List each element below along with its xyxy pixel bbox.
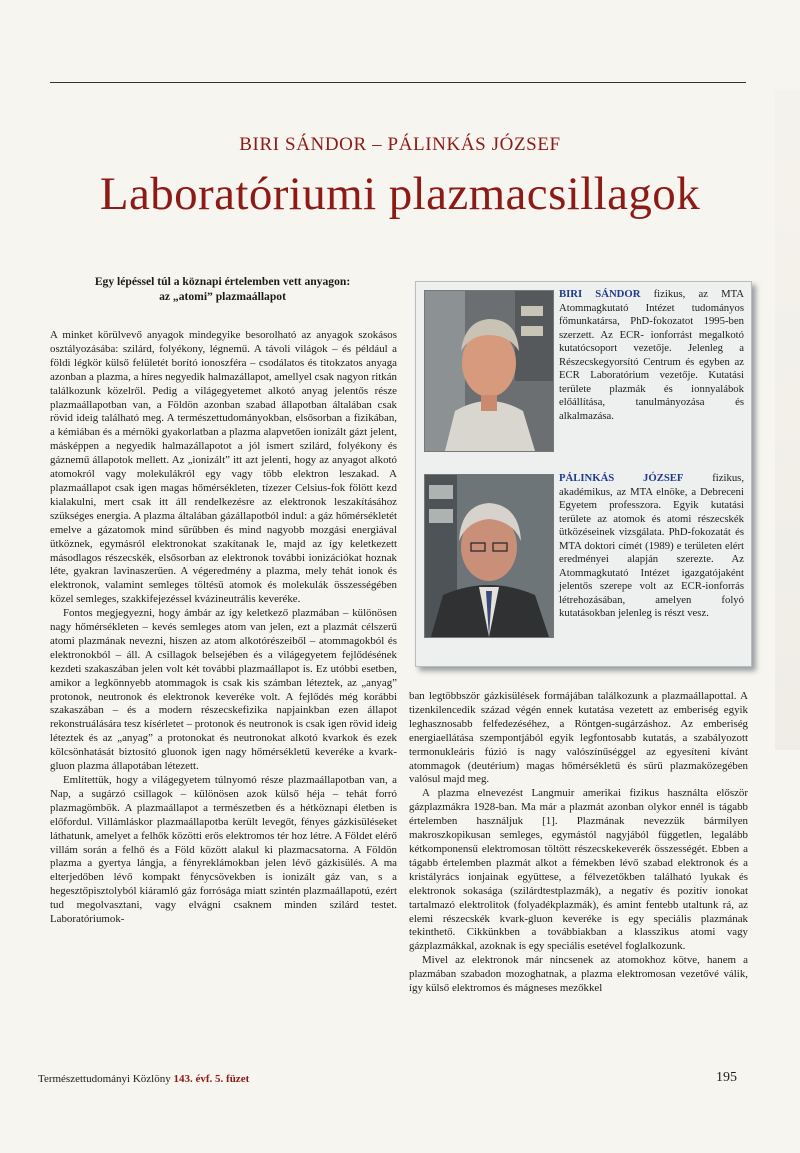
- paragraph: Említettük, hogy a világegyetem túlnyomó része plazmaállapotban van, a Nap, a sugárzó csillagok – különösen azok külső héja – tehát forró plazmagömbök. A plazmaállapot a természetben és a hétköznapi életben is előfordul. Villámláskor plazmaállapotba került levegőt, fényes gázkisüléseket láthatunk, amelyet a felhők közötti erős elektromos tér hoz létre. A Földet elérő villám során a felhő és a Föld között alakul ki plazmacsatorna. A Földön plazma a gyertya lángja, a fényreklámokban jelen lévő gázkisülés. A ma elterjedőben lévő kompakt fénycsövekben is ionizált gáz van, s a hegesztőpisztolyból kiáramló gáz forrósága miatt szintén plazmaállapotú, ezért tud megolvasztani, vagy elvágni csaknem minden szilárd testet. Laboratóriumok-: [50, 774, 397, 926]
- right-column: [409, 690, 748, 1070]
- bio-name: BIRI SÁNDOR: [559, 288, 641, 300]
- footer-journal: [38, 1073, 249, 1085]
- paragraph: Mivel az elektronok már nincsenek az atomokhoz kötve, hanem a plazmában szabadon mozoghatnak, a plazma elektromosan vezetővé válik, így külső elektromos és mágneses mezőkkel: [409, 954, 748, 995]
- author-bio-box: [415, 281, 752, 667]
- paragraph: A minket körülvevő anyagok mindegyike besorolható az anyagok szokásos osztályozásába: szilárd, folyékony, légnemű. A távoli világok – és például a földi légkör külső felületét borító ionoszféra – csodálatos és titokzatos anyaga azonban a plazma, a híres negyedik halmazállapot, amellyel csak nagyon ritkán találkozunk közelről. Pedig a világegyetemet alkotó anyag jelentős része plazmaállapotban van, a Földön azonban szabad állapotban általában csak rövid ideig található meg. A természettudományokban, elsősorban a fizikában, a kémiában és a mérnöki gyakorlatban a plazma alapvetően ionizált gázt jelent, másképpen a negyedik halmazállapotot a jól ismert szilárd, folyékony és gáznemű állapotok mellett. Az „ionizált” itt azt jelenti, hogy az anyagot alkotó atomokról vagy molekulákról egy vagy több elektron leszakad. A plazmaállapot csak igen magas hőmérsékleten, tízezer Celsius-fok fölött kezd kialakulni, mert csak itt áll rendelkezésre az elektronok leszakításához szükséges energia. A plazma általában gázállapotból indul: a gáz hőmérsékletét emelve a gázatomok mind sűrűbben és mind nagyobb mozgási energiával ütköznek, egymásról elektronokat szakítanak le, majd az így keletkezett másodlagos részecskék, elsősorban az elektronok további ionizációkat hoznak léte, gyakran lavinaszerűen. A végeredmény a plazma, mely tehát ionok és elektronok, valamint semleges töltésű atomok és molekulák összességében közel semleges, szakkifejezéssel kvázineutrális keveréke.: [50, 329, 397, 606]
- left-column: [50, 329, 397, 1067]
- lead-line-1: Egy lépéssel túl a köznapi értelemben vett anyagon:: [94, 275, 351, 288]
- author-photo-biri: [424, 290, 554, 452]
- paragraph: A plazma elnevezést Langmuir amerikai fizikus használta először gázplazmákra 1928-ban. Ma már a plazmát azonban olykor ennél is tágabb értelemben használjuk [1]. Plazmának nevezzük bármilyen makroszkopikusan semleges, egymástól nagyjából független, legalább kétkomponensű elektromosan töltött részecskekeverék összességét. Ebben a tágabb értelemben plazmát alkot a fémekben lévő szabad elektronok és a kristályrács ionjainak együttese, a félvezetőkben található lyukak és elektronok sokasága (szilárdtestplazmák), a negatív és pozitív ionokat tartalmazó elektrolitok (folyadékplazmák), és amint fentebb utaltunk rá, az elemi részecskék kvark-gluon keveréke is egy speciális plazmának tekinthető. Cikkünkben a továbbiakban a klasszikus atomi vagy gázplazmákkal, azoknak is egy speciális esetével foglalkozunk.: [409, 787, 748, 953]
- journal-issue: 143. évf. 5. füzet: [173, 1073, 250, 1085]
- paragraph: Fontos megjegyezni, hogy ámbár az így keletkező plazmában – különösen nagy hőmérsékleten – kevés semleges atom van jelen, ezt a plazmát célszerű atomi plazmának nevezni, hiszen az atom alkotórészeiből – atommagokból és elektronokból – áll. A csillagok belsejében és a világegyetem fejlődésének kezdeti szakaszában jelen volt két további plazmaállapot is. Ez utóbbi esetben, amikor a legkönnyebb atommagok is csak kis számban léteztek, az „anyag” protonok, neutronok és elektronok keveréke volt. A fejlődés még korábbi szakaszában – és a modern részecskefizika napjainkban ezen állapot rekonstruálására tesz kísérletet – protonok és neutronok is csak igen rövid ideig léteztek és az „anyag” a protonokat és neutronokat alkotó kvarkok és ezek kölcsönhatását biztosító gluonok igen nagy hőmérsékletű keveréke a kvark-gluon plazma állapotában létezett.: [50, 607, 397, 773]
- bio-text: fizikus, az MTA Atommagkutató Intézet tudományos főmunkatársa, PhD-fokozatot 1995-ben szerzett. Az ECR- ionforrást megalkotó kutatócsoport vezetője. Jelenleg a Részecskegyorsító Centrum és egyben az ECR Laboratórium vezetője. Kutatási területe plazmák és ionnyalábok előállítása, tanulmányozása és alkalmazása.: [559, 288, 744, 422]
- bio-palinkas: [559, 472, 744, 621]
- paragraph: ban legtöbbször gázkisülések formájában találkozunk a plazmaállapottal. A tizenkilencedik század végén ennek kutatása vezetett az emberiség egyik leghasznosabb felfedezéséhez, a Röntgen-sugárzáshoz. Az emberiség energiaellátása szempontjából egyik legfontosabb kutatás, a szabályozott termonukleáris fúzió is nagy valószínűséggel az egyesíteni kívánt atommagok (deutérium) magas hőmérsékletű és sűrű plazmaközegében valósul majd meg.: [409, 690, 748, 786]
- bio-text: fizikus, akadémikus, az MTA elnöke, a Debreceni Egyetem professzora. Egyik kutatási területe az atomok és atomi részecskék ütközéseinek vizsgálata. PhD-fokozatát és MTA doktori címét (1989) e területen elért eredményei alapján szerezte. Az Atommagkutató Intézet igazgatójaként jelentős szerepe volt az ECR-ionforrás létrehozásában, amelyen folyó kutatásokban jelenleg is részt vesz.: [559, 472, 744, 619]
- journal-name: Természettudományi Közlöny: [38, 1073, 171, 1085]
- page-number: 195: [716, 1070, 737, 1085]
- lead-line-2: az „atomi” plazmaállapot: [159, 289, 286, 303]
- article-lead: [50, 275, 395, 304]
- top-rule: [50, 82, 746, 83]
- bio-name: PÁLINKÁS JÓZSEF: [559, 472, 684, 484]
- article-title: Laboratóriumi plazmacsillagok: [99, 168, 701, 220]
- bio-biri: [559, 288, 744, 423]
- article-authors: BIRI SÁNDOR – PÁLINKÁS JÓZSEF: [239, 134, 561, 155]
- author-photo-palinkas: [424, 474, 554, 638]
